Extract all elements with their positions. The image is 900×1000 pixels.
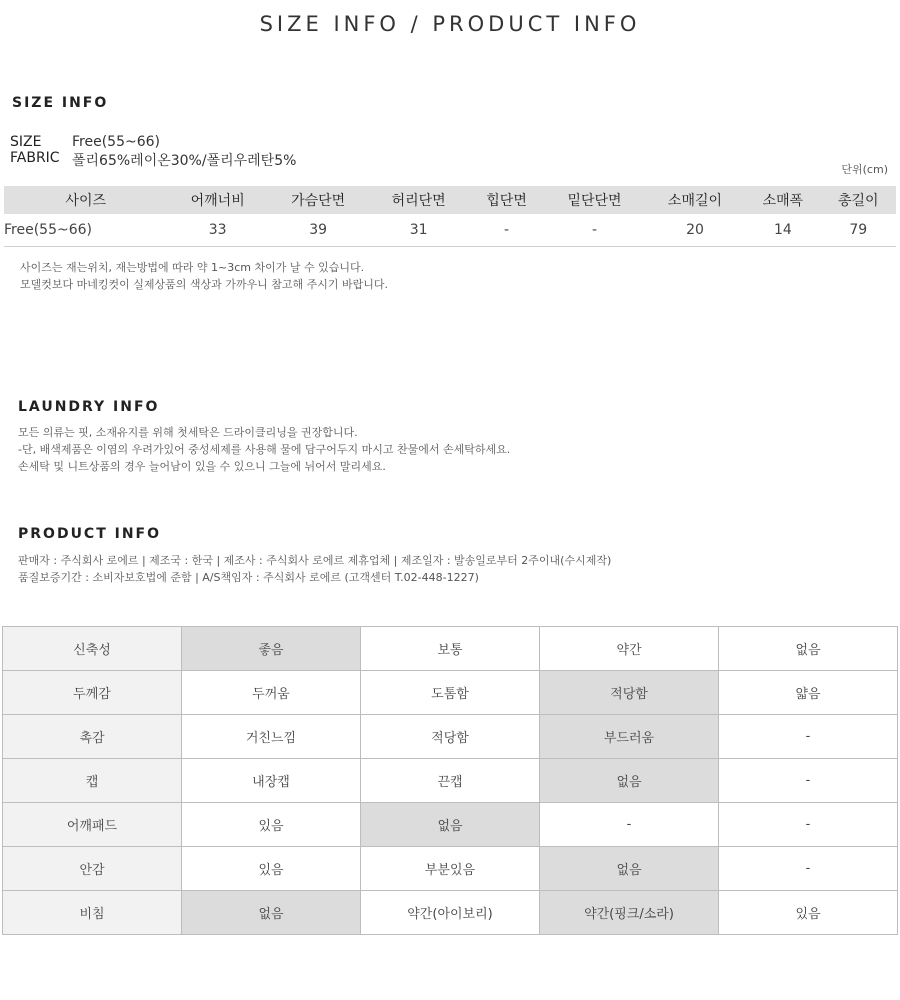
fabric-option-cell: 도톰함 — [361, 671, 540, 715]
fabric-option-cell: 부드러움 — [540, 715, 719, 759]
fabric-label: FABRIC — [10, 150, 60, 166]
fabric-option-cell: 끈캡 — [361, 759, 540, 803]
size-cell: - — [544, 214, 644, 246]
size-note-line: 사이즈는 재는위치, 재는방법에 따라 약 1~3cm 차이가 날 수 있습니다. — [20, 261, 365, 274]
fabric-option-cell: 얇음 — [719, 671, 898, 715]
size-cell: 20 — [645, 214, 745, 246]
size-col-header: 사이즈 — [4, 186, 167, 214]
fabric-row — [3, 847, 898, 891]
fabric-option-cell: 있음 — [182, 847, 361, 891]
fabric-row — [3, 715, 898, 759]
size-value: Free(55~66) — [72, 134, 160, 150]
size-info-heading: SIZE INFO — [12, 95, 109, 111]
size-cell: 31 — [368, 214, 468, 246]
fabric-row-label: 어깨패드 — [3, 803, 182, 847]
fabric-row — [3, 671, 898, 715]
size-notes — [20, 259, 388, 293]
page-title: SIZE INFO / PRODUCT INFO — [259, 12, 641, 36]
fabric-row — [3, 803, 898, 847]
fabric-row — [3, 891, 898, 935]
size-cell: Free(55~66) — [4, 214, 167, 246]
size-cell: - — [469, 214, 544, 246]
size-cell: 39 — [268, 214, 368, 246]
fabric-option-cell: 적당함 — [540, 671, 719, 715]
fabric-row-label: 비침 — [3, 891, 182, 935]
fabric-row — [3, 759, 898, 803]
fabric-option-cell: 없음 — [540, 847, 719, 891]
product-line: 품질보증기간 : 소비자보호법에 준함 | A/S책임자 : 주식회사 로에르 (고객센터 T.02-448-1227) — [18, 571, 479, 584]
fabric-option-cell: 적당함 — [361, 715, 540, 759]
fabric-row-label: 안감 — [3, 847, 182, 891]
fabric-row-label: 캡 — [3, 759, 182, 803]
fabric-option-cell: 부분있음 — [361, 847, 540, 891]
unit-label: 단위(cm) — [841, 163, 888, 176]
laundry-line: 손세탁 및 니트상품의 경우 늘어남이 있을 수 있으니 그늘에 뉘어서 말리세요. — [18, 460, 386, 473]
fabric-option-cell: 없음 — [361, 803, 540, 847]
fabric-option-cell: 거친느낌 — [182, 715, 361, 759]
laundry-line: 모든 의류는 핏, 소재유지를 위해 첫세탁은 드라이클리닝을 권장합니다. — [18, 426, 358, 439]
fabric-option-cell: 좋음 — [182, 627, 361, 671]
fabric-option-cell: - — [719, 759, 898, 803]
fabric-option-cell: - — [540, 803, 719, 847]
size-col-header: 총길이 — [821, 186, 896, 214]
size-table-header-row — [4, 186, 896, 214]
size-col-header: 허리단면 — [368, 186, 468, 214]
fabric-option-cell: 약간(아이보리) — [361, 891, 540, 935]
fabric-option-cell: 있음 — [182, 803, 361, 847]
size-table — [4, 186, 896, 247]
size-cell: 79 — [821, 214, 896, 246]
fabric-row-label: 촉감 — [3, 715, 182, 759]
laundry-info-heading: LAUNDRY INFO — [18, 399, 160, 415]
fabric-property-table — [2, 626, 898, 935]
fabric-option-cell: 약간(핑크/소라) — [540, 891, 719, 935]
fabric-value: 폴리65%레이온30%/폴리우레탄5% — [72, 153, 297, 169]
size-note-line: 모델컷보다 마네킹컷이 실제상품의 색상과 가까우니 참고해 주시기 바랍니다. — [20, 278, 389, 291]
product-info-heading: PRODUCT INFO — [18, 526, 162, 542]
fabric-option-cell: - — [719, 803, 898, 847]
size-table-row — [4, 214, 896, 246]
fabric-option-cell: 보통 — [361, 627, 540, 671]
fabric-option-cell: 있음 — [719, 891, 898, 935]
fabric-option-cell: - — [719, 847, 898, 891]
fabric-option-cell: 두꺼움 — [182, 671, 361, 715]
size-col-header: 소매길이 — [645, 186, 745, 214]
size-col-header: 힙단면 — [469, 186, 544, 214]
fabric-row-label: 두께감 — [3, 671, 182, 715]
laundry-line: -단, 배색제품은 이염의 우려가있어 중성세제를 사용해 물에 담구어두지 마시고 찬물에서 손세탁하세요. — [18, 443, 511, 456]
fabric-option-cell: 없음 — [540, 759, 719, 803]
laundry-notes — [18, 424, 510, 475]
size-col-header: 밑단단면 — [544, 186, 644, 214]
fabric-option-cell: 내장캡 — [182, 759, 361, 803]
size-col-header: 소매폭 — [745, 186, 820, 214]
size-col-header: 가슴단면 — [268, 186, 368, 214]
fabric-option-cell: 없음 — [182, 891, 361, 935]
fabric-row-label: 신축성 — [3, 627, 182, 671]
size-col-header: 어깨너비 — [167, 186, 267, 214]
size-label: SIZE — [10, 134, 42, 150]
product-notes — [18, 552, 611, 586]
size-cell: 33 — [167, 214, 267, 246]
fabric-option-cell: 약간 — [540, 627, 719, 671]
size-cell: 14 — [745, 214, 820, 246]
fabric-option-cell: 없음 — [719, 627, 898, 671]
fabric-option-cell: - — [719, 715, 898, 759]
fabric-row — [3, 627, 898, 671]
product-line: 판매자 : 주식회사 로에르 | 제조국 : 한국 | 제조사 : 주식회사 로에르 제휴업체 | 제조일자 : 발송일로부터 2주이내(수시제작) — [18, 554, 612, 567]
